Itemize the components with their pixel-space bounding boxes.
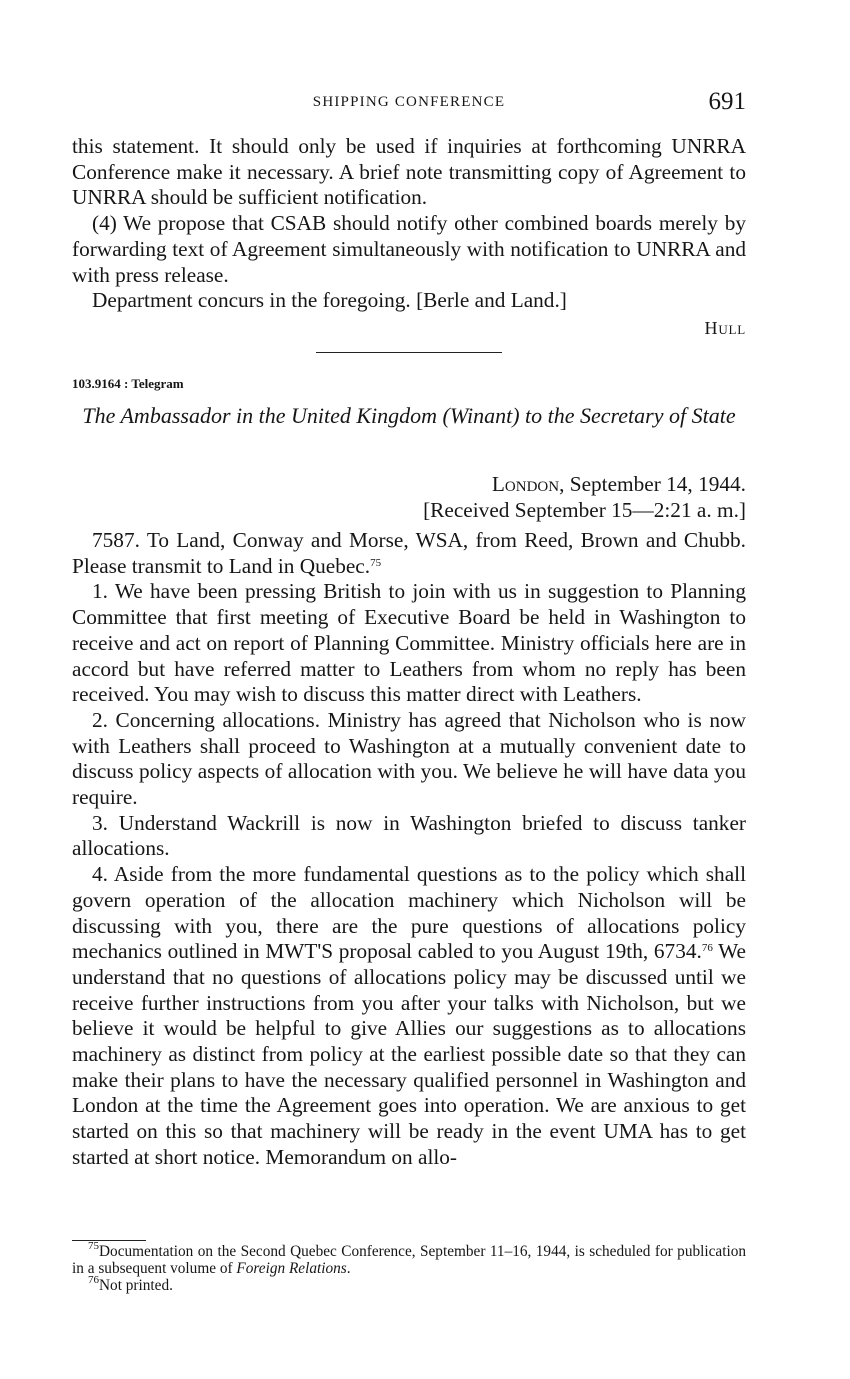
- document-heading: The Ambassador in the United Kingdom (Winant) to the Secretary of State: [82, 403, 736, 428]
- running-title: SHIPPING CONFERENCE: [312, 94, 506, 110]
- telegram-opening: [72, 528, 746, 579]
- footnote-75: [72, 1240, 746, 1277]
- paragraph-4-part-a: 4. Aside from the more fundamental questions as to the policy which shall govern operation of the allocation machinery which Nicholson will be discussing with you, there are the pure questions of allocations policy mechanics outlined in MWT'S proposal cabled to you August 19th, 6734.: [72, 862, 746, 964]
- telegram-paragraph-4: [72, 862, 746, 1170]
- footnote-76: [72, 1274, 746, 1294]
- footnote-76-text: Not printed.: [99, 1277, 173, 1294]
- section-divider: [316, 352, 502, 353]
- telegram-body: [72, 528, 746, 1171]
- paragraph-concurrence: Department concurs in the foregoing. [Berle and Land.]: [92, 288, 567, 313]
- paragraph-4: (4) We propose that CSAB should notify other combined boards merely by forwarding text of Agreement simultaneously with notification to UNRRA and with press release.: [72, 211, 746, 287]
- footnote-75-end: .: [346, 1260, 351, 1277]
- page-number: 691: [708, 88, 746, 115]
- footnote-75-text: Documentation on the Second Quebec Conference, September 11–16, 1944, is scheduled for publication in a subsequent volume of: [72, 1243, 746, 1277]
- top-text-block: [72, 134, 746, 314]
- running-header: [72, 88, 746, 122]
- footnote-76-mark: 76: [88, 1274, 99, 1286]
- document-id: 103.9164 : Telegram: [72, 376, 184, 391]
- signature-hull: Hull: [704, 318, 746, 338]
- dateline: [72, 472, 746, 498]
- telegram-paragraph-1: 1. We have been pressing British to join with us in suggestion to Planning Committee that first meeting of Executive Board be held in Washington to receive and act on report of Planning Committee. Ministry officials here are in accord but have referred matter to Leathers from whom no reply has been received. You may wish to discuss this matter direct with Leathers.: [72, 579, 746, 707]
- footnote-divider: [72, 1240, 146, 1241]
- footnote-ref-76: 76: [701, 942, 713, 955]
- received-line: [Received September 15—2:21 a. m.]: [423, 498, 746, 522]
- dateline-date: , September 14, 1944.: [559, 472, 746, 496]
- dateline-place: London: [491, 472, 560, 496]
- footnotes: [72, 1240, 746, 1294]
- telegram-paragraph-3: 3. Understand Wackrill is now in Washington briefed to discuss tanker allocations.: [72, 810, 746, 861]
- paragraph-continuation: this statement. It should only be used if inquiries at forthcoming UNRRA Conference make it necessary. A brief note transmitting copy of Agreement to UNRRA should be sufficient notification.: [72, 134, 746, 210]
- telegram-opening-text: 7587. To Land, Conway and Morse, WSA, from Reed, Brown and Chubb. Please transmit to Land in Quebec.: [72, 528, 746, 578]
- paragraph-4-part-b: We understand that no questions of allocations policy may be discussed until we receive further instructions from you after your talks with Nicholson, but we believe it would be helpful to give Allies our suggestions as to allocations machinery as distinct from policy at the earliest possible date so that they can make their plans to have the necessary qualified personnel in Washington and London at the time the Agreement goes into operation. We are anxious to get started on this so that machinery will be ready in the event UMA has to get started at short notice. Memorandum on allo-: [72, 939, 746, 1169]
- footnote-75-mark: 75: [88, 1240, 99, 1252]
- telegram-paragraph-2: 2. Concerning allocations. Ministry has agreed that Nicholson who is now with Leathers shall proceed to Washington at a mutually convenient date to discuss policy aspects of allocation with you. We believe he will have data you require.: [72, 707, 746, 810]
- footnote-ref-75: 75: [370, 556, 382, 569]
- footnote-75-italic: Foreign Relations: [236, 1260, 347, 1277]
